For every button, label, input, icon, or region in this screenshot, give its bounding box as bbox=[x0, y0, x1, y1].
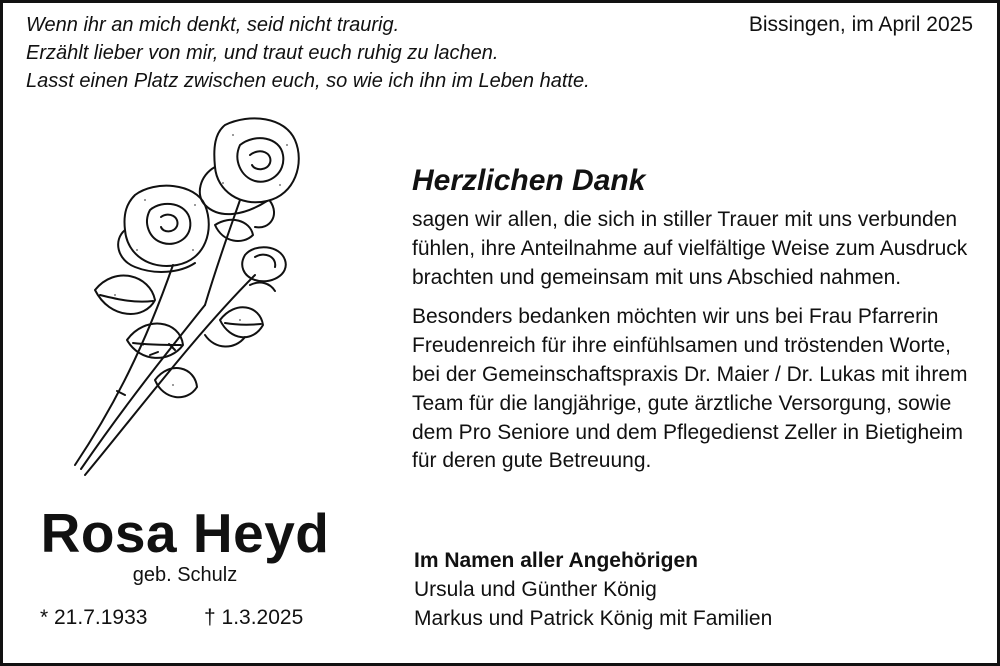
thanks-paragraph: Besonders bedanken möchten wir uns bei Frau Pfarrerin Freudenreich für ihre einfühlsamen und tröstenden Worte, bei der Gemeinschaftspraxis Dr. Maier / Dr. Lukas mit ihrem Team für die langjährige, gute ärztliche Versorgung, sowie dem Pro Seniore und dem Pflegedienst Zeller in Bietigheim für deren gute Betreuung. bbox=[412, 305, 968, 473]
thanks-section bbox=[412, 160, 972, 476]
signature-line: Im Namen aller Angehörigen bbox=[414, 549, 698, 572]
poem-line: Erzählt lieber von mir, und traut euch ruhig zu lachen. bbox=[26, 42, 499, 64]
death-date: † 1.3.2025 bbox=[204, 606, 304, 629]
poem bbox=[26, 11, 590, 95]
signature-line: Markus und Patrick König mit Familien bbox=[414, 607, 773, 630]
rose-illustration bbox=[55, 105, 325, 495]
birth-name: geb. Schulz bbox=[132, 564, 238, 586]
poem-line: Wenn ihr an mich denkt, seid nicht traurig. bbox=[26, 14, 400, 36]
deceased-name: Rosa Heyd bbox=[40, 502, 330, 564]
signature-line: Ursula und Günther König bbox=[414, 578, 657, 601]
thanks-paragraph: sagen wir allen, die sich in stiller Trauer mit uns verbunden fühlen, ihre Anteilnahme auf vielfältige Weise zum Ausdruck brachten und gemeinsam mit uns Abschied nahmen. bbox=[412, 208, 968, 289]
place-date: Bissingen, im April 2025 bbox=[748, 13, 973, 36]
poem-line: Lasst einen Platz zwischen euch, so wie ich ihn im Leben hatte. bbox=[26, 70, 590, 92]
signature bbox=[414, 546, 772, 633]
birth-date: * 21.7.1933 bbox=[40, 606, 148, 629]
thanks-heading: Herzlichen Dank bbox=[412, 164, 646, 197]
